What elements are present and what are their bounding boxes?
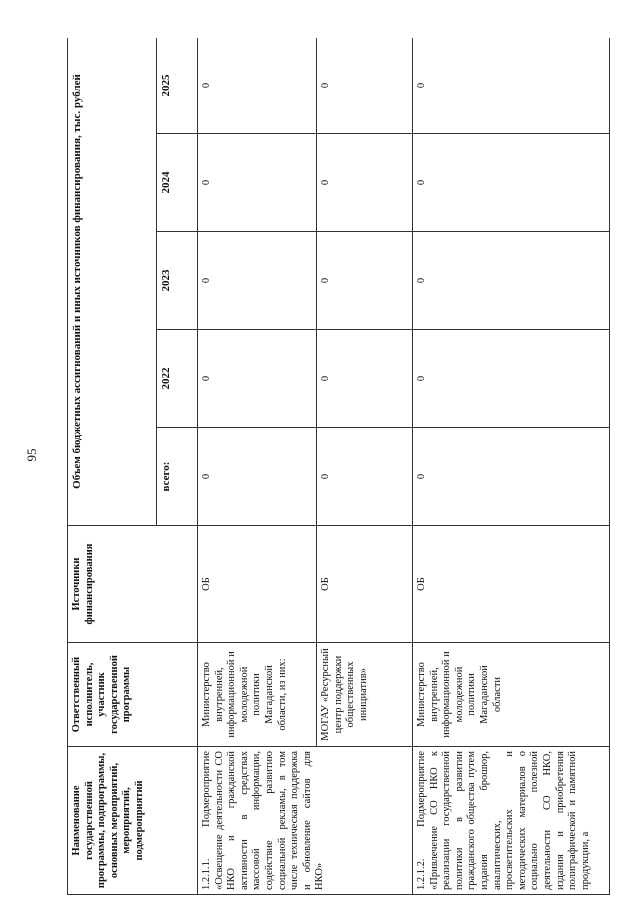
row-source: ОБ [198, 526, 317, 643]
page-number: 95 [24, 448, 39, 462]
value-2023: 0 [413, 232, 610, 330]
row-executor: МОГАУ «Ресурсный центр поддержки общественных инициатив» [317, 643, 413, 747]
value-total: 0 [317, 428, 413, 526]
value-2022: 0 [198, 330, 317, 428]
header-executor: Ответственный исполнитель, участник государственной программы [68, 643, 198, 747]
value-total: 0 [413, 428, 610, 526]
header-source: Источники финансирования [68, 526, 198, 643]
row-source: ОБ [413, 526, 610, 643]
value-2023: 0 [317, 232, 413, 330]
value-total: 0 [198, 428, 317, 526]
value-2025: 0 [317, 38, 413, 134]
header-row [68, 38, 157, 895]
header-name: Наименование государственной программы, подпрограммы, основных мероприятий, мероприятий, подмероприятий [68, 747, 198, 895]
budget-table [67, 38, 610, 895]
value-2025: 0 [413, 38, 610, 134]
row-executor: Министерство внутренней, информационной и молодежной политики Магаданской области [413, 643, 610, 747]
value-2024: 0 [317, 134, 413, 232]
value-2024: 0 [198, 134, 317, 232]
header-year-2024: 2024 [157, 134, 198, 232]
header-year-2023: 2023 [157, 232, 198, 330]
value-2023: 0 [198, 232, 317, 330]
header-year-2022: 2022 [157, 330, 198, 428]
table-row [413, 38, 610, 895]
row-executor: Министерство внутренней, информационной и молодежной политики Магаданской области, из них: [198, 643, 317, 747]
header-year-2025: 2025 [157, 38, 198, 134]
value-2025: 0 [198, 38, 317, 134]
value-2024: 0 [413, 134, 610, 232]
header-total: всего: [157, 428, 198, 526]
row-name: 1.2.1.1. Подмероприятие «Освещение деятельности СО НКО и гражданской активности в средствах массовой информации, содействие развитию социальной рекламы, в том числе техническая поддержка и обновление сайтов для НКО» [198, 747, 413, 895]
header-financing: Объем бюджетных ассигнований и иных источников финансирования, тыс. рублей [68, 38, 157, 526]
value-2022: 0 [413, 330, 610, 428]
rotated-page-content [67, 38, 610, 895]
row-name: 1.2.1.2. Подмероприятие «Привлечение СО НКО к реализации государственной политики в развитии гражданского общества путем издания брошюр, аналитических, просветительских и методических материалов о социально полезной деятельности СО НКО, издания и приобретения полиграфической и памятной продукции, а [413, 747, 610, 895]
value-2022: 0 [317, 330, 413, 428]
row-source: ОБ [317, 526, 413, 643]
table-row [198, 38, 317, 895]
